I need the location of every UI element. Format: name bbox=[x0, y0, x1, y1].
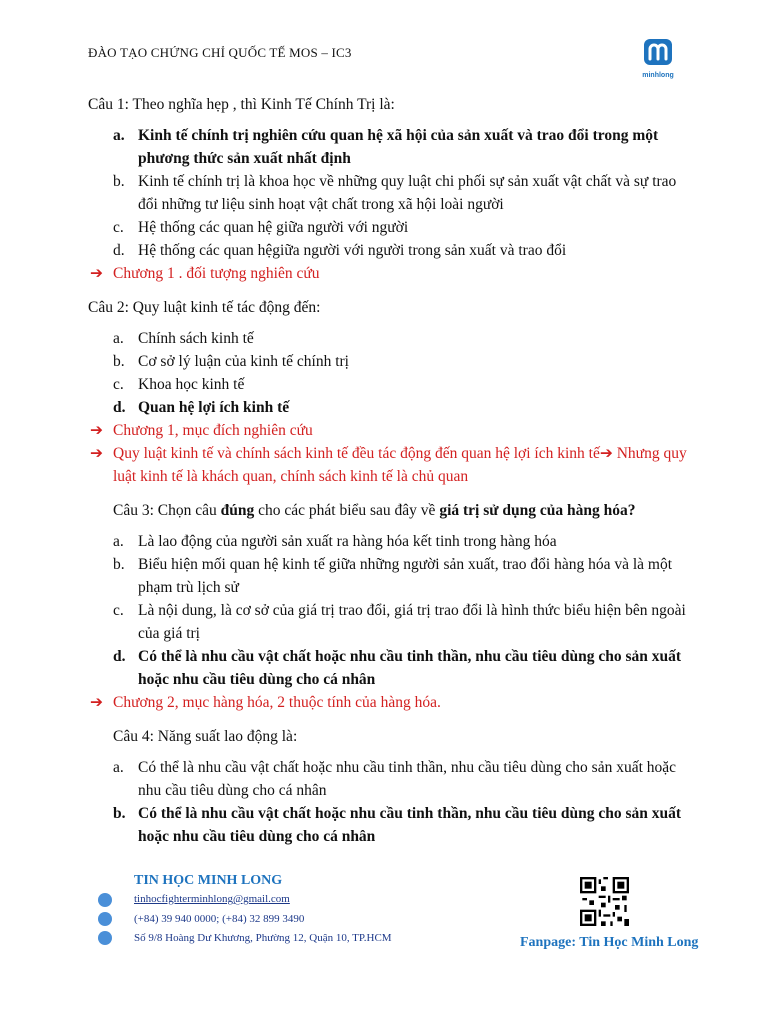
phone-icon bbox=[98, 912, 112, 926]
question-1-option-a: a. Kinh tế chính trị nghiên cứu quan hệ xã hội của sản xuất và trao đổi trong một phương thức sản xuất nhất định bbox=[113, 127, 659, 167]
question-3-option-b: b. Biểu hiện mối quan hệ kinh tế giữa những người sản xuất, trao đổi hàng hóa và là một phạm trù lịch sử bbox=[113, 556, 673, 596]
question-2: Câu 2: Quy luật kinh tế tác động đến: bbox=[88, 299, 321, 316]
footer-brand: TIN HỌC MINH LONG bbox=[134, 873, 283, 888]
page-header-title: ĐÀO TẠO CHỨNG CHỈ QUỐC TẾ MOS – IC3 bbox=[88, 45, 352, 60]
quiz-document bbox=[88, 94, 688, 848]
question-4-option-b: b. Có thể là nhu cầu vật chất hoặc nhu cầu tinh thần, nhu cầu tiêu dùng cho sản xuất hoặc nhu cầu tiêu dùng cho cá nhân bbox=[113, 805, 682, 845]
email-icon bbox=[98, 893, 112, 907]
question-1-option-c: c. Hệ thống các quan hệ giữa người với người bbox=[113, 219, 409, 236]
brand-logo bbox=[636, 38, 680, 79]
footer-address: Số 9/8 Hoàng Dư Khương, Phường 12, Quận 10, TP.HCM bbox=[134, 932, 392, 944]
question-2-option-c: c. Khoa học kinh tế bbox=[113, 376, 245, 393]
arrow-right-icon: ➔ bbox=[90, 265, 103, 282]
question-3-answer-note: ➔ Chương 2, mục hàng hóa, 2 thuộc tính của hàng hóa. bbox=[88, 691, 688, 714]
qr-code-icon bbox=[580, 877, 629, 926]
question-2-option-b: b. Cơ sở lý luận của kinh tế chính trị bbox=[113, 353, 349, 370]
question-1-option-d: d. Hệ thống các quan hệgiữa người với người trong sản xuất và trao đổi bbox=[113, 242, 567, 259]
arrow-right-icon: ➔ bbox=[599, 445, 613, 462]
arrow-right-icon: ➔ bbox=[90, 422, 103, 439]
question-3-option-d: d. Có thể là nhu cầu vật chất hoặc nhu cầu tinh thần, nhu cầu tiêu dùng cho sản xuất hoặc nhu cầu tiêu dùng cho cá nhân bbox=[113, 648, 682, 688]
question-1-answer-note: ➔ Chương 1 . đối tượng nghiên cứu bbox=[88, 262, 688, 285]
question-4: Câu 4: Năng suất lao động là: bbox=[113, 728, 298, 745]
logo-text: minhlong bbox=[642, 72, 674, 79]
question-1: Câu 1: Theo nghĩa hẹp , thì Kinh Tế Chính Trị là: bbox=[88, 96, 395, 113]
question-2-answer-note-1: ➔ Chương 1, mục đích nghiên cứu bbox=[88, 419, 688, 442]
footer-phone: (+84) 39 940 0000; (+84) 32 899 3490 bbox=[134, 913, 305, 925]
question-3-option-a: a. Là lao động của người sản xuất ra hàng hóa kết tinh trong hàng hóa bbox=[113, 533, 557, 550]
page-footer bbox=[0, 868, 768, 958]
question-3-option-c: c. Là nội dung, là cơ sở của giá trị trao đổi, giá trị trao đổi là hình thức biểu hiện bên ngoài của giá trị bbox=[113, 602, 686, 642]
question-2-option-d: d. Quan hệ lợi ích kinh tế bbox=[113, 399, 290, 416]
footer-fanpage: Fanpage: Tin Học Minh Long bbox=[520, 935, 699, 950]
logo-m-icon bbox=[643, 38, 673, 66]
question-1-option-b: b. Kinh tế chính trị là khoa học về những quy luật chi phối sự sản xuất vật chất và sự trao đổi những tư liệu sinh hoạt vật chất trong xã hội loài người bbox=[113, 173, 677, 213]
question-3: Câu 3: Chọn câu đúng cho các phát biểu sau đây về giá trị sử dụng của hàng hóa? bbox=[113, 502, 636, 519]
question-2-option-a: a. Chính sách kinh tế bbox=[113, 330, 254, 347]
home-icon bbox=[98, 931, 112, 945]
question-2-answer-note-2: ➔ Quy luật kinh tế và chính sách kinh tế đều tác động đến quan hệ lợi ích kinh tế➔ Nhưng quy luật kinh tế là khách quan, chính sách kinh tế là chủ quan bbox=[88, 442, 688, 488]
arrow-right-icon: ➔ bbox=[90, 445, 103, 462]
footer-email-link[interactable]: tinhocfighterminhlong@gmail.com bbox=[134, 893, 290, 905]
arrow-right-icon: ➔ bbox=[90, 694, 103, 711]
question-4-option-a: a. Có thể là nhu cầu vật chất hoặc nhu cầu tinh thần, nhu cầu tiêu dùng cho sản xuất hoặc nhu cầu tiêu dùng cho cá nhân bbox=[113, 759, 677, 799]
